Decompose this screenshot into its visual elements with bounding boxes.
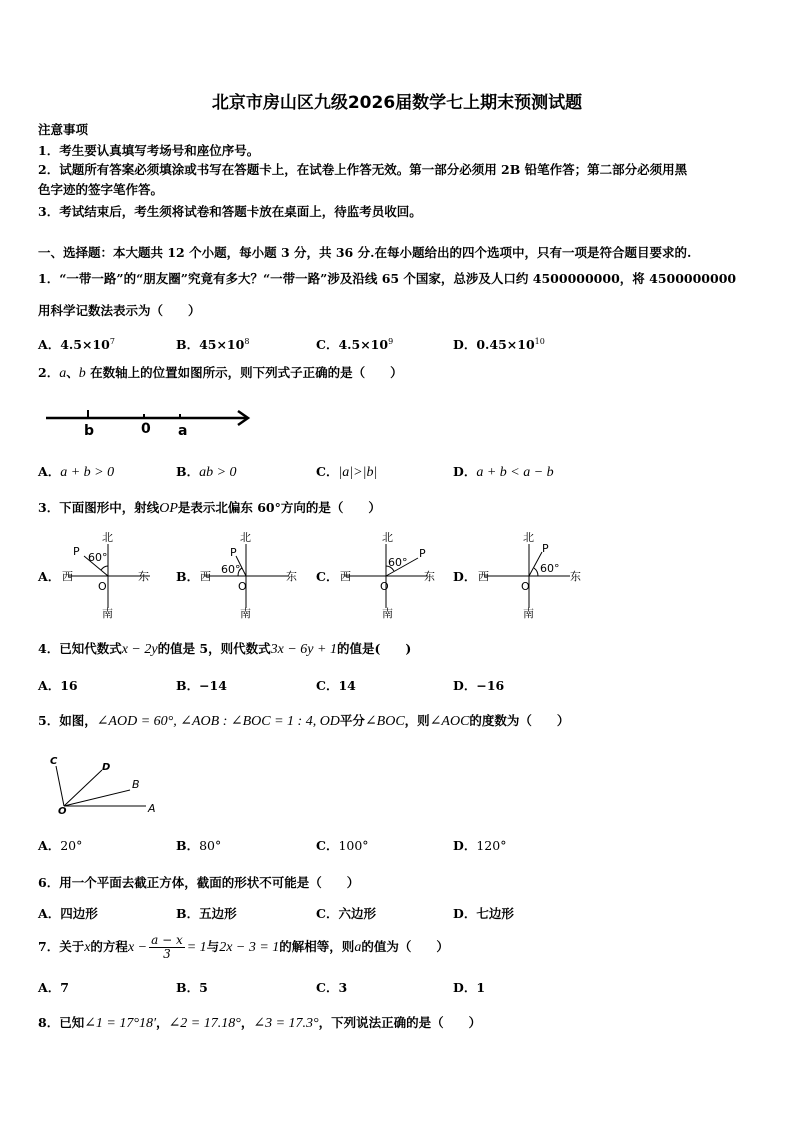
q5-angle-figure [44,752,174,818]
q4-option-b: B．−14 [176,678,227,693]
q1-option-d: D．$0.45\times 10^{10}$ [453,337,545,353]
q1-option-a: A．$4.5\times 10^7$ [38,337,115,353]
notice-item-1: 1．考生要认真填写考场号和座位序号。 [38,143,260,158]
q5-option-c: C．100° [316,838,369,853]
q3-stem: 3．下面图形中，射线OP是表示北偏东 60°方向的是（ ） [38,500,381,516]
q1-line1: 1．“一带一路”的“朋友圈”究竟有多大？“一带一路”涉及沿线 65 个国家，总涉及人口约 4500000000，将 4500000000 [38,271,737,286]
q7-stem: 7．关于x的方程x − $\frac{a - x}{3}$ = 1与2x − 3 = 1的解相等，则a的值为（ ） [38,933,449,961]
svg-text:P: P [230,546,237,559]
q5-stem: 5．如图，∠AOD = 60°, ∠AOB : ∠BOC = 1 : 4, OD平分∠BOC，则∠AOC的度数为（ ） [38,713,570,729]
label-0: 0 [141,421,151,437]
notice-item-3: 3．考试结束后，考生须将试卷和答题卡放在桌面上，待监考员收回。 [38,204,422,219]
q5-option-b: B．80° [176,838,222,853]
q7-option-c: C．3 [316,980,348,995]
svg-text:南: 南 [102,607,113,620]
svg-text:西: 西 [340,570,351,583]
svg-text:北: 北 [382,531,393,544]
q1-line2: 用科学记数法表示为（ ） [38,303,201,318]
q1-option-c: C．$4.5\times 10^9$ [316,337,394,353]
q5-option-a: A．20° [38,838,83,853]
ray-oc [56,766,64,806]
q6-option-c: C．六边形 [316,906,376,921]
q3-label-c: C． [316,569,339,584]
svg-text:C: C [50,756,58,767]
q2-option-a: A．a + b > 0 [38,464,115,480]
svg-text:东: 东 [138,570,149,583]
svg-text:东: 东 [570,570,581,583]
q4-option-c: C．14 [316,678,356,693]
q3-label-d: D． [453,569,477,584]
q4-option-a: A．16 [38,678,78,693]
label-b: b [84,423,95,438]
svg-text:P: P [419,547,426,560]
section-heading: 一、选择题：本大题共 12 个小题，每小题 3 分，共 36 分.在每小题给出的四个选项中，只有一项是符合题目要求的. [38,245,692,260]
svg-text:东: 东 [286,570,297,583]
ray-od [64,770,102,806]
q6-stem: 6．用一个平面去截正方体，截面的形状不可能是（ ） [38,875,360,890]
q3-compass-a [58,530,168,620]
q2-stem: 2．a、b 在数轴上的位置如图所示，则下列式子正确的是（ ） [38,365,403,381]
notice-item-2-cont: 色字迹的签字笔作答。 [38,182,164,197]
q2-option-d: D．a + b < a − b [453,464,554,480]
svg-text:B: B [132,778,140,791]
svg-text:O: O [98,580,107,593]
q7-option-a: A．7 [38,980,69,995]
svg-text:南: 南 [523,607,534,620]
q3-compass-c [336,530,446,620]
notice-item-2: 2．试题所有答案必须填涂或书写在答题卡上，在试卷上作答无效。第一部分必须用 2B 铅笔作答；第二部分必须用黑 [38,162,688,177]
svg-text:北: 北 [523,531,534,544]
q7-option-b: B．5 [176,980,208,995]
svg-text:南: 南 [382,607,393,620]
svg-text:北: 北 [240,531,251,544]
svg-text:O: O [238,580,247,593]
q5-option-d: D．120° [453,838,507,853]
svg-text:南: 南 [240,607,251,620]
notice-heading: 注意事项 [38,122,89,137]
q2-number-line [40,402,260,438]
q3-compass-d [474,530,594,620]
svg-text:60°: 60° [221,563,241,576]
q3-label-a: A． [38,569,61,584]
q8-stem: 8．已知∠1 = 17°18′，∠2 = 17.18°，∠3 = 17.3°，下列说法正确的是（ ） [38,1015,482,1031]
svg-text:北: 北 [102,531,113,544]
svg-text:P: P [73,545,80,558]
q4-option-d: D．−16 [453,678,505,693]
svg-text:60°: 60° [88,551,108,564]
q3-label-b: B． [176,569,200,584]
label-a: a [178,423,188,438]
page-title: 北京市房山区九级2026届数学七上期末预测试题 [211,93,583,113]
svg-text:D: D [102,762,111,773]
svg-text:西: 西 [200,570,211,583]
svg-text:东: 东 [424,570,435,583]
q3-compass-b [196,530,306,620]
q1-option-b: B．$45\times 10^8$ [176,337,250,353]
q6-option-b: B．五边形 [176,906,237,921]
q2-option-b: B．ab > 0 [176,464,237,480]
svg-text:60°: 60° [388,556,408,569]
q4-stem: 4．已知代数式x − 2y的值是 5，则代数式3x − 6y + 1的值是( ) [38,641,412,657]
svg-text:西: 西 [62,570,73,583]
svg-text:O: O [58,806,67,817]
fraction: $\frac{a - x}{3}$ [151,933,183,961]
ray-ob [64,790,130,806]
svg-text:60°: 60° [540,562,560,575]
svg-text:P: P [542,542,549,555]
svg-text:O: O [380,580,389,593]
svg-text:A: A [148,802,156,815]
q6-option-d: D．七边形 [453,906,514,921]
svg-text:西: 西 [478,570,489,583]
q2-option-c: C．|a|>|b| [316,464,378,480]
q6-option-a: A．四边形 [38,906,98,921]
q7-option-d: D．1 [453,980,486,995]
svg-text:O: O [521,580,530,593]
